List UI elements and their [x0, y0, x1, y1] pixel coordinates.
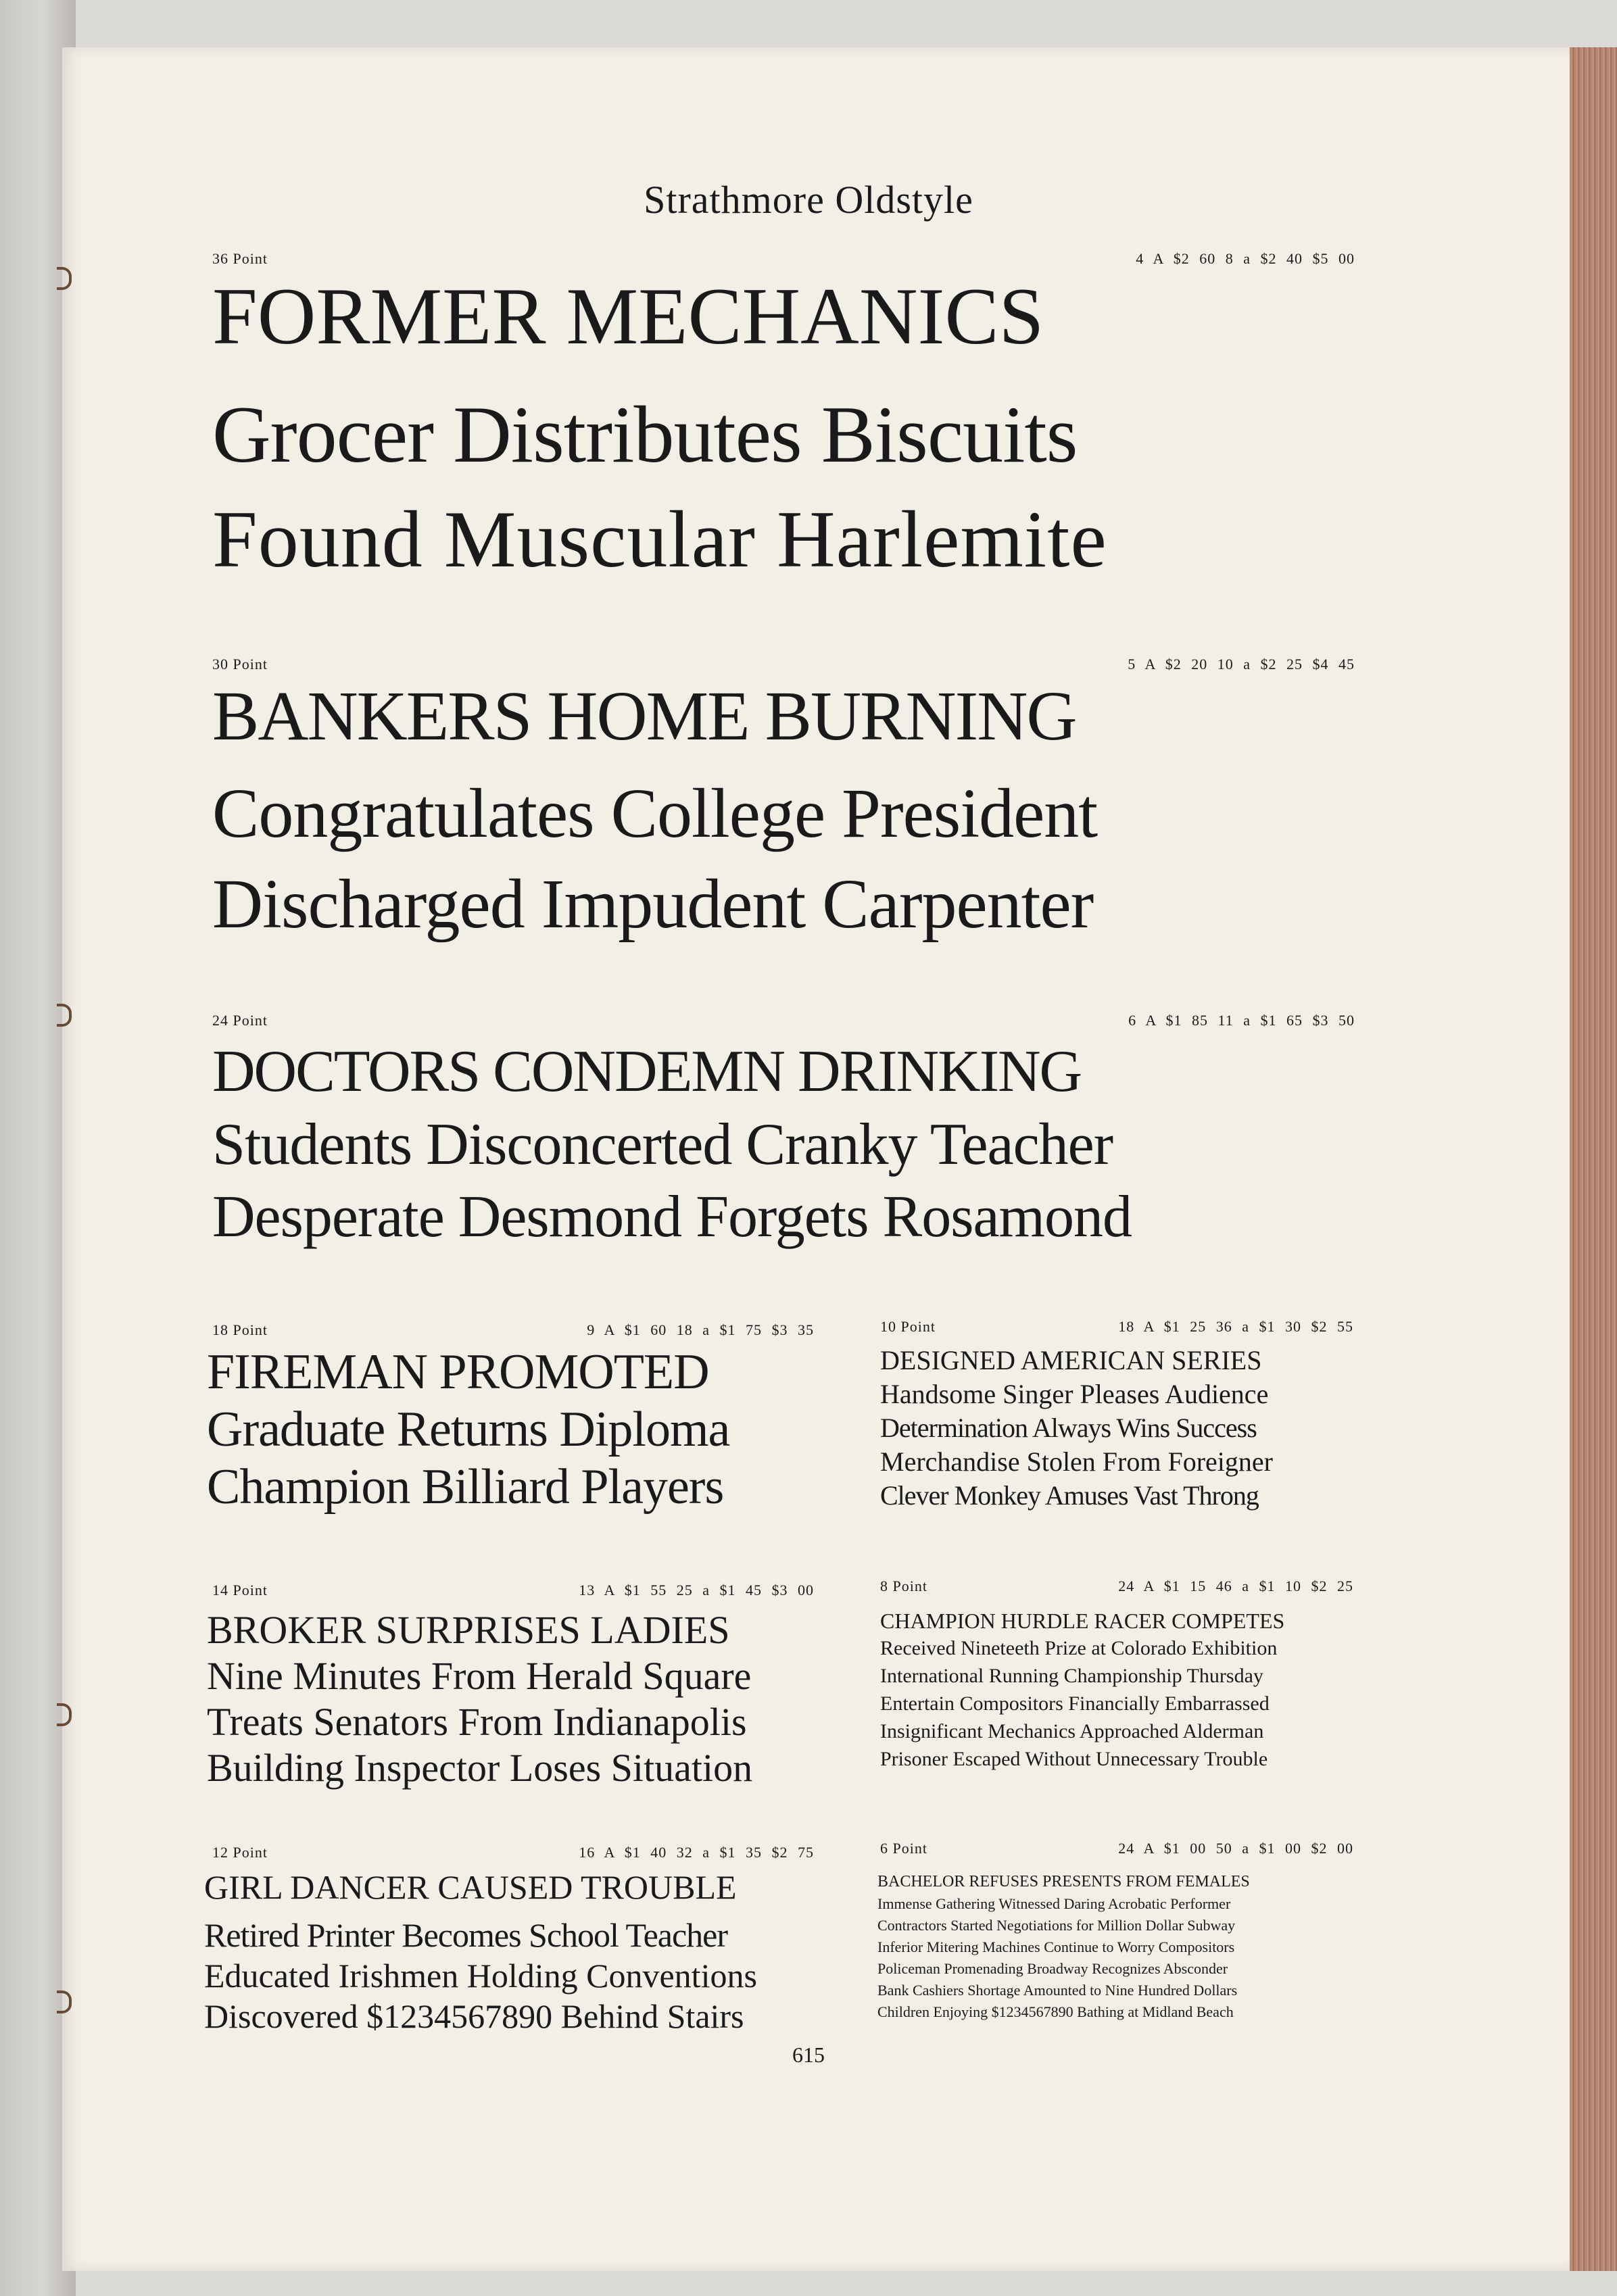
specimen-line: Retired Printer Becomes School Teacher: [204, 1916, 727, 1954]
specimen-line: Contractors Started Negotiations for Million Dollar Subway: [877, 1917, 1236, 1934]
specimen-line: Students Disconcerted Cranky Teacher: [212, 1112, 1113, 1177]
point-size-label: 8 Point: [880, 1578, 927, 1594]
point-size-label: 18 Point: [212, 1321, 268, 1338]
point-size-label: 14 Point: [212, 1582, 268, 1598]
binding-ring: [57, 1004, 72, 1027]
specimen-line: Received Nineteeth Prize at Colorado Exhibition: [880, 1637, 1278, 1659]
specimen-line: GIRL DANCER CAUSED TROUBLE: [204, 1868, 737, 1906]
specimen-line: Immense Gathering Witnessed Daring Acrobatic Performer: [877, 1895, 1231, 1912]
specimen-36-header: [212, 250, 1355, 268]
specimen-24-header: [212, 1012, 1355, 1029]
specimen-line: Policeman Promenading Broadway Recognizes Absconder: [877, 1960, 1228, 1977]
specimen-line: FORMER MECHANICS: [212, 271, 1044, 361]
specimen-line: BACHELOR REFUSES PRESENTS FROM FEMALES: [877, 1873, 1250, 1890]
specimen-14-header: [212, 1582, 814, 1599]
specimen-line: Determination Always Wins Success: [880, 1413, 1257, 1443]
specimen-30-header: [212, 656, 1355, 673]
specimen-line: Insignificant Mechanics Approached Alderman: [880, 1720, 1264, 1742]
specimen-12-header: [212, 1844, 814, 1861]
point-size-label: 36 Point: [212, 250, 268, 267]
specimen-line: Inferior Mitering Machines Continue to Worry Compositors: [877, 1938, 1235, 1955]
specimen-line: Children Enjoying $1234567890 Bathing at Midland Beach: [877, 2003, 1234, 2020]
specimen-line: CHAMPION HURDLE RACER COMPETES: [880, 1609, 1285, 1633]
specimen-line: BROKER SURPRISES LADIES: [207, 1608, 730, 1652]
point-size-label: 6 Point: [880, 1840, 927, 1857]
specimen-line: Champion Billiard Players: [207, 1459, 724, 1515]
page-number: 615: [792, 2043, 825, 2067]
specimen-line: Nine Minutes From Herald Square: [207, 1654, 752, 1698]
price-label: 24 A $1 15 46 a $1 10 $2 25: [1118, 1578, 1353, 1594]
point-size-label: 10 Point: [880, 1318, 936, 1335]
page-title: Strathmore Oldstyle: [644, 178, 973, 222]
specimen-line: Congratulates College President: [212, 775, 1098, 852]
specimen-line: DESIGNED AMERICAN SERIES: [880, 1345, 1262, 1375]
specimen-line: Bank Cashiers Shortage Amounted to Nine Hundred Dollars: [877, 1982, 1238, 1999]
specimen-line: Grocer Distributes Biscuits: [212, 389, 1078, 479]
specimen-line: Discovered $1234567890 Behind Stairs: [204, 1997, 744, 2035]
binding-ring: [57, 1703, 72, 1726]
specimen-line: BANKERS HOME BURNING: [212, 677, 1076, 755]
price-label: 4 A $2 60 8 a $2 40 $5 00: [1136, 250, 1355, 267]
point-size-label: 24 Point: [212, 1012, 268, 1029]
price-label: 24 A $1 00 50 a $1 00 $2 00: [1118, 1840, 1353, 1857]
price-label: 5 A $2 20 10 a $2 25 $4 45: [1128, 656, 1355, 673]
specimen-line: Clever Monkey Amuses Vast Throng: [880, 1480, 1259, 1511]
specimen-line: Graduate Returns Diploma: [207, 1402, 730, 1457]
price-label: 13 A $1 55 25 a $1 45 $3 00: [579, 1582, 814, 1598]
specimen-line: Educated Irishmen Holding Conventions: [204, 1957, 757, 1995]
binding-ring: [57, 1990, 72, 2013]
specimen-line: Entertain Compositors Financially Embarrassed: [880, 1692, 1270, 1715]
price-label: 18 A $1 25 36 a $1 30 $2 55: [1118, 1318, 1353, 1335]
specimen-line: Desperate Desmond Forgets Rosamond: [212, 1184, 1132, 1250]
specimen-line: FIREMAN PROMOTED: [207, 1344, 709, 1400]
specimen-line: Handsome Singer Pleases Audience: [880, 1379, 1269, 1409]
specimen-line: DOCTORS CONDEMN DRINKING: [212, 1039, 1082, 1104]
point-size-label: 30 Point: [212, 656, 268, 673]
specimen-line: Found Muscular Harlemite: [212, 494, 1107, 584]
price-label: 6 A $1 85 11 a $1 65 $3 50: [1128, 1012, 1355, 1029]
specimen-line: Prisoner Escaped Without Unnecessary Trouble: [880, 1748, 1268, 1770]
price-label: 16 A $1 40 32 a $1 35 $2 75: [579, 1844, 814, 1861]
price-label: 9 A $1 60 18 a $1 75 $3 35: [587, 1321, 814, 1338]
specimen-10-header: [880, 1318, 1353, 1336]
specimen-line: Treats Senators From Indianapolis: [207, 1700, 747, 1744]
specimen-18-header: [212, 1321, 814, 1339]
binding-ring: [57, 267, 72, 290]
specimen-line: Merchandise Stolen From Foreigner: [880, 1446, 1273, 1477]
specimen-line: Discharged Impudent Carpenter: [212, 865, 1094, 943]
specimen-line: Building Inspector Loses Situation: [207, 1746, 753, 1790]
specimen-6-header: [880, 1840, 1353, 1857]
book-page-stack-edge: [1570, 47, 1617, 2271]
specimen-line: International Running Championship Thursday: [880, 1665, 1263, 1687]
specimen-8-header: [880, 1578, 1353, 1595]
point-size-label: 12 Point: [212, 1844, 268, 1861]
